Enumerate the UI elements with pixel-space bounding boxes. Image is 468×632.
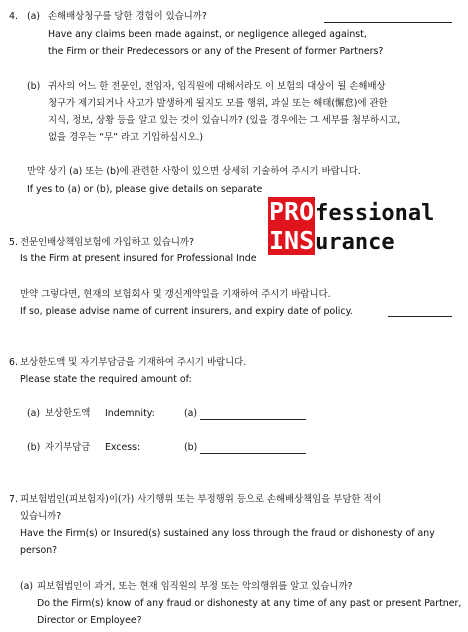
q5-followup-en: If so, please advise name of current insurers, and expiry date of policy. bbox=[20, 306, 353, 317]
q4a-question-ko: 손해배상청구를 당한 경험이 있습니까? bbox=[48, 11, 207, 22]
q6b-excess-ko: 자기부담금 bbox=[45, 442, 91, 453]
q6a-indemnity-field[interactable] bbox=[200, 419, 306, 420]
q7-question-en-line1: Have the Firm(s) or Insured(s) sustained any loss through the fraud or dishonesty of any bbox=[20, 528, 435, 539]
q5-number: 5. bbox=[9, 237, 18, 248]
q6b-excess-field[interactable] bbox=[200, 453, 306, 454]
q6a-label: (a) bbox=[27, 408, 41, 419]
q6a-indemnity-en: Indemnity: bbox=[105, 408, 155, 419]
q6-question-en: Please state the required amount of: bbox=[20, 374, 192, 385]
q4b-question-ko-line3: 지식, 정보, 상황 등을 알고 있는 것이 있습니까? (있을 경우에는 그 세부를 첨부하시고, bbox=[48, 115, 401, 126]
q4b-question-ko-line1: 귀사의 어느 한 전문인, 전임자, 임직원에 대해서라도 이 보험의 대상이 될 손해배상 bbox=[48, 81, 386, 92]
q5-question-en: Is the Firm at present insured for Professional Inde bbox=[20, 253, 257, 264]
logo-pro: PRO bbox=[269, 197, 315, 226]
q4a-question-en-line1: Have any claims been made against, or negligence alleged against, bbox=[48, 29, 367, 40]
q6-question-ko: 보상한도액 및 자기부담금을 기재하여 주시기 바랍니다. bbox=[20, 357, 247, 368]
q4b-label: (b) bbox=[27, 81, 41, 92]
q5-answer-field[interactable] bbox=[388, 316, 452, 317]
q5-followup-ko: 만약 그렇다면, 현재의 보험회사 및 갱신계약일을 기재하여 주시기 바랍니다. bbox=[20, 289, 331, 300]
q4a-answer-field[interactable] bbox=[324, 22, 452, 23]
q7-question-ko-line1: 피보험법인(피보험자)이(가) 사기행위 또는 부정행위 등으로 손해배상책임을 부담한 적이 bbox=[20, 494, 382, 505]
logo-line1 bbox=[268, 199, 434, 227]
q7-question-en-line2: person? bbox=[20, 545, 58, 556]
q4a-question-en-line2: the Firm or their Predecessors or any of the Present of former Partners? bbox=[48, 46, 384, 57]
logo-ins: INS bbox=[269, 226, 315, 255]
q4-detail-request-en: If yes to (a) or (b), please give details on separate bbox=[27, 184, 263, 195]
q4-number: 4. bbox=[9, 11, 18, 22]
q6-number: 6. bbox=[9, 357, 18, 368]
q6b-field-label: (b) bbox=[184, 442, 198, 453]
logo-urance: urance bbox=[315, 230, 395, 255]
logo-line2 bbox=[268, 228, 395, 256]
q5-question-ko: 전문인배상책임보험에 가입하고 있습니까? bbox=[20, 237, 194, 248]
q4b-question-ko-line4: 없을 경우는 “무” 라고 기입하십시오.) bbox=[48, 132, 204, 143]
q7a-question-ko: 피보험법인이 과거, 또는 현재 임직원의 부정 또는 악의행위를 알고 있습니까? bbox=[37, 581, 353, 592]
professional-insurance-logo bbox=[266, 196, 458, 258]
q7a-question-en-line2: Director or Employee? bbox=[37, 615, 142, 626]
q4a-label: (a) bbox=[27, 11, 41, 22]
q7a-question-en-line1: Do the Firm(s) know of any fraud or dishonesty at any time of any past or present Partner, bbox=[37, 598, 462, 609]
q4b-question-ko-line2: 청구가 제기되거나 사고가 발생하게 될지도 모를 행위, 과실 또는 해태(懈怠)에 관한 bbox=[48, 98, 388, 109]
q4-detail-request-ko: 만약 상기 (a) 또는 (b)에 관련한 사항이 있으면 상세히 기술하여 주시기 바랍니다. bbox=[27, 166, 361, 177]
q6b-excess-en: Excess: bbox=[105, 442, 141, 453]
q6b-label: (b) bbox=[27, 442, 41, 453]
q6a-field-label: (a) bbox=[184, 408, 198, 419]
q7a-label: (a) bbox=[20, 581, 34, 592]
q6a-indemnity-ko: 보상한도액 bbox=[45, 408, 91, 419]
logo-fessional: fessional bbox=[315, 201, 435, 226]
q7-number: 7. bbox=[9, 494, 18, 505]
q7-question-ko-line2: 있습니까? bbox=[20, 511, 62, 522]
